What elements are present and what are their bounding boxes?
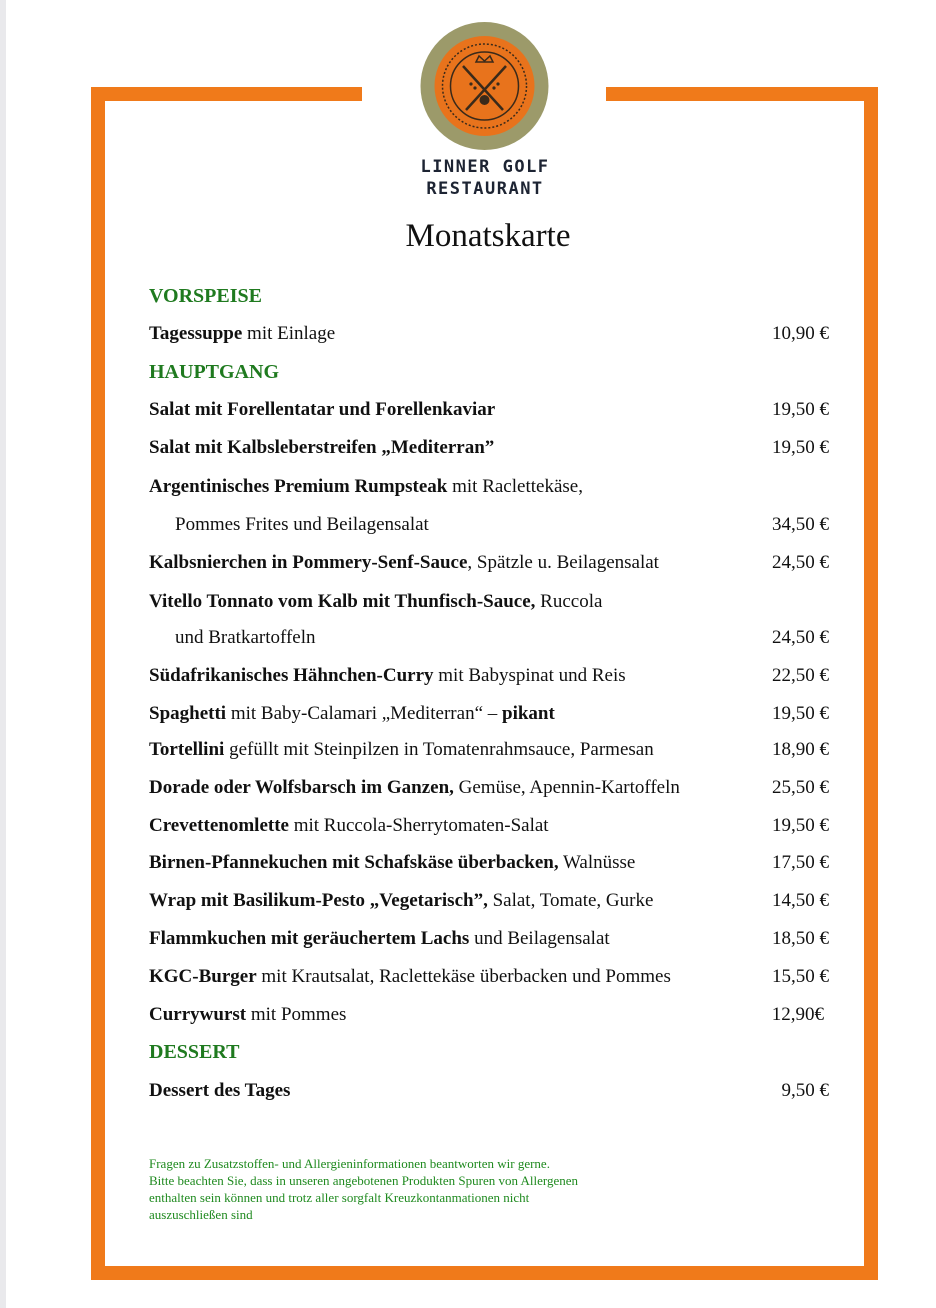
brand-name-line1: LINNER GOLF <box>420 157 550 177</box>
item-price: 10,90 € <box>772 323 829 344</box>
item-description: Wrap mit Basilikum-Pesto „Vegetarisch”, Salat, Tomate, Gurke <box>149 890 654 911</box>
item-description: Dessert des Tages <box>149 1080 291 1101</box>
allergen-footnote <box>149 1155 669 1223</box>
item-price: 22,50 € <box>772 665 829 686</box>
page-title: Monatskarte <box>405 218 571 254</box>
item-description: Tortellini gefüllt mit Steinpilzen in Tomatenrahmsauce, Parmesan <box>149 739 654 760</box>
footnote-line: Fragen zu Zusatzstoffen- und Allergieninformationen beantworten wir gerne. <box>149 1156 550 1171</box>
item-price: 14,50 € <box>772 890 829 911</box>
menu-item <box>149 852 829 878</box>
item-description: Tagessuppe mit Einlage <box>149 323 336 344</box>
item-description: Südafrikanisches Hähnchen-Curry mit Babyspinat und Reis <box>149 665 626 686</box>
item-price: 12,90€ <box>771 1004 824 1025</box>
item-description: Currywurst mit Pommes <box>149 1004 347 1025</box>
item-price: 19,50 € <box>772 815 829 836</box>
menu-item <box>149 739 829 765</box>
menu-item <box>149 928 829 954</box>
menu-item <box>149 1080 829 1106</box>
frame-right <box>864 87 878 1280</box>
page-edge <box>0 0 6 1308</box>
menu-item <box>149 591 829 617</box>
item-description: Birnen-Pfannekuchen mit Schafskäse überbacken, Walnüsse <box>149 852 636 873</box>
frame-top-right <box>606 87 878 101</box>
item-description: Flammkuchen mit geräuchertem Lachs und Beilagensalat <box>149 928 610 949</box>
item-description: Kalbsnierchen in Pommery-Senf-Sauce, Spätzle u. Beilagensalat <box>149 552 659 573</box>
golf-club-logo-icon <box>419 22 550 150</box>
menu-item <box>149 815 829 841</box>
footnote-line: Bitte beachten Sie, dass in unseren angebotenen Produkten Spuren von Allergenen <box>149 1173 579 1188</box>
section-dessert: DESSERT <box>149 1041 240 1063</box>
footnote-line: auszuschließen sind <box>149 1207 253 1222</box>
item-description: Argentinisches Premium Rumpsteak mit Raclettekäse, <box>149 476 583 497</box>
item-description: KGC-Burger mit Krautsalat, Raclettekäse überbacken und Pommes <box>149 966 671 987</box>
frame-left <box>91 87 105 1280</box>
frame-bottom <box>91 1266 878 1280</box>
item-description: Dorade oder Wolfsbarsch im Ganzen, Gemüse, Apennin-Kartoffeln <box>149 777 680 798</box>
item-description: Spaghetti mit Baby-Calamari „Mediterran“ – pikant <box>149 703 555 724</box>
section-vorspeise: VORSPEISE <box>149 285 262 307</box>
menu-item <box>149 552 829 578</box>
menu-item <box>149 399 829 425</box>
item-price: 19,50 € <box>772 703 829 724</box>
brand-name-line2: RESTAURANT <box>426 179 544 199</box>
item-price: 18,50 € <box>772 928 829 949</box>
item-price: 19,50 € <box>772 399 829 420</box>
menu-item <box>149 437 829 463</box>
item-price: 19,50 € <box>772 437 829 458</box>
item-description: Pommes Frites und Beilagensalat <box>175 514 429 535</box>
item-price: 24,50 € <box>772 627 829 648</box>
menu-item <box>149 1004 829 1030</box>
item-price: 17,50 € <box>772 852 829 873</box>
menu-item-continuation <box>149 514 829 540</box>
item-description: Salat mit Kalbsleberstreifen „Mediterran” <box>149 437 495 458</box>
item-price: 15,50 € <box>772 966 829 987</box>
item-price: 18,90 € <box>772 739 829 760</box>
menu-item <box>149 665 829 691</box>
menu-item <box>149 966 829 992</box>
item-price: 24,50 € <box>772 552 829 573</box>
section-hauptgang: HAUPTGANG <box>149 361 279 383</box>
item-price: 9,50 € <box>781 1080 829 1101</box>
item-description: Crevettenomlette mit Ruccola-Sherrytomaten-Salat <box>149 815 549 836</box>
item-description: Vitello Tonnato vom Kalb mit Thunfisch-Sauce, Ruccola <box>149 591 603 612</box>
menu-item-continuation <box>149 627 829 653</box>
frame-top-left <box>91 87 362 101</box>
item-description: Salat mit Forellentatar und Forellenkaviar <box>149 399 496 420</box>
item-price: 34,50 € <box>772 514 829 535</box>
menu-item <box>149 777 829 803</box>
footnote-line: enthalten sein können und trotz aller sorgfalt Kreuzkontanmationen nicht <box>149 1190 530 1205</box>
item-description: und Bratkartoffeln <box>175 627 316 648</box>
menu-item <box>149 323 829 349</box>
menu-item <box>149 476 829 502</box>
menu-item <box>149 890 829 916</box>
item-price: 25,50 € <box>772 777 829 798</box>
menu-item <box>149 703 829 729</box>
